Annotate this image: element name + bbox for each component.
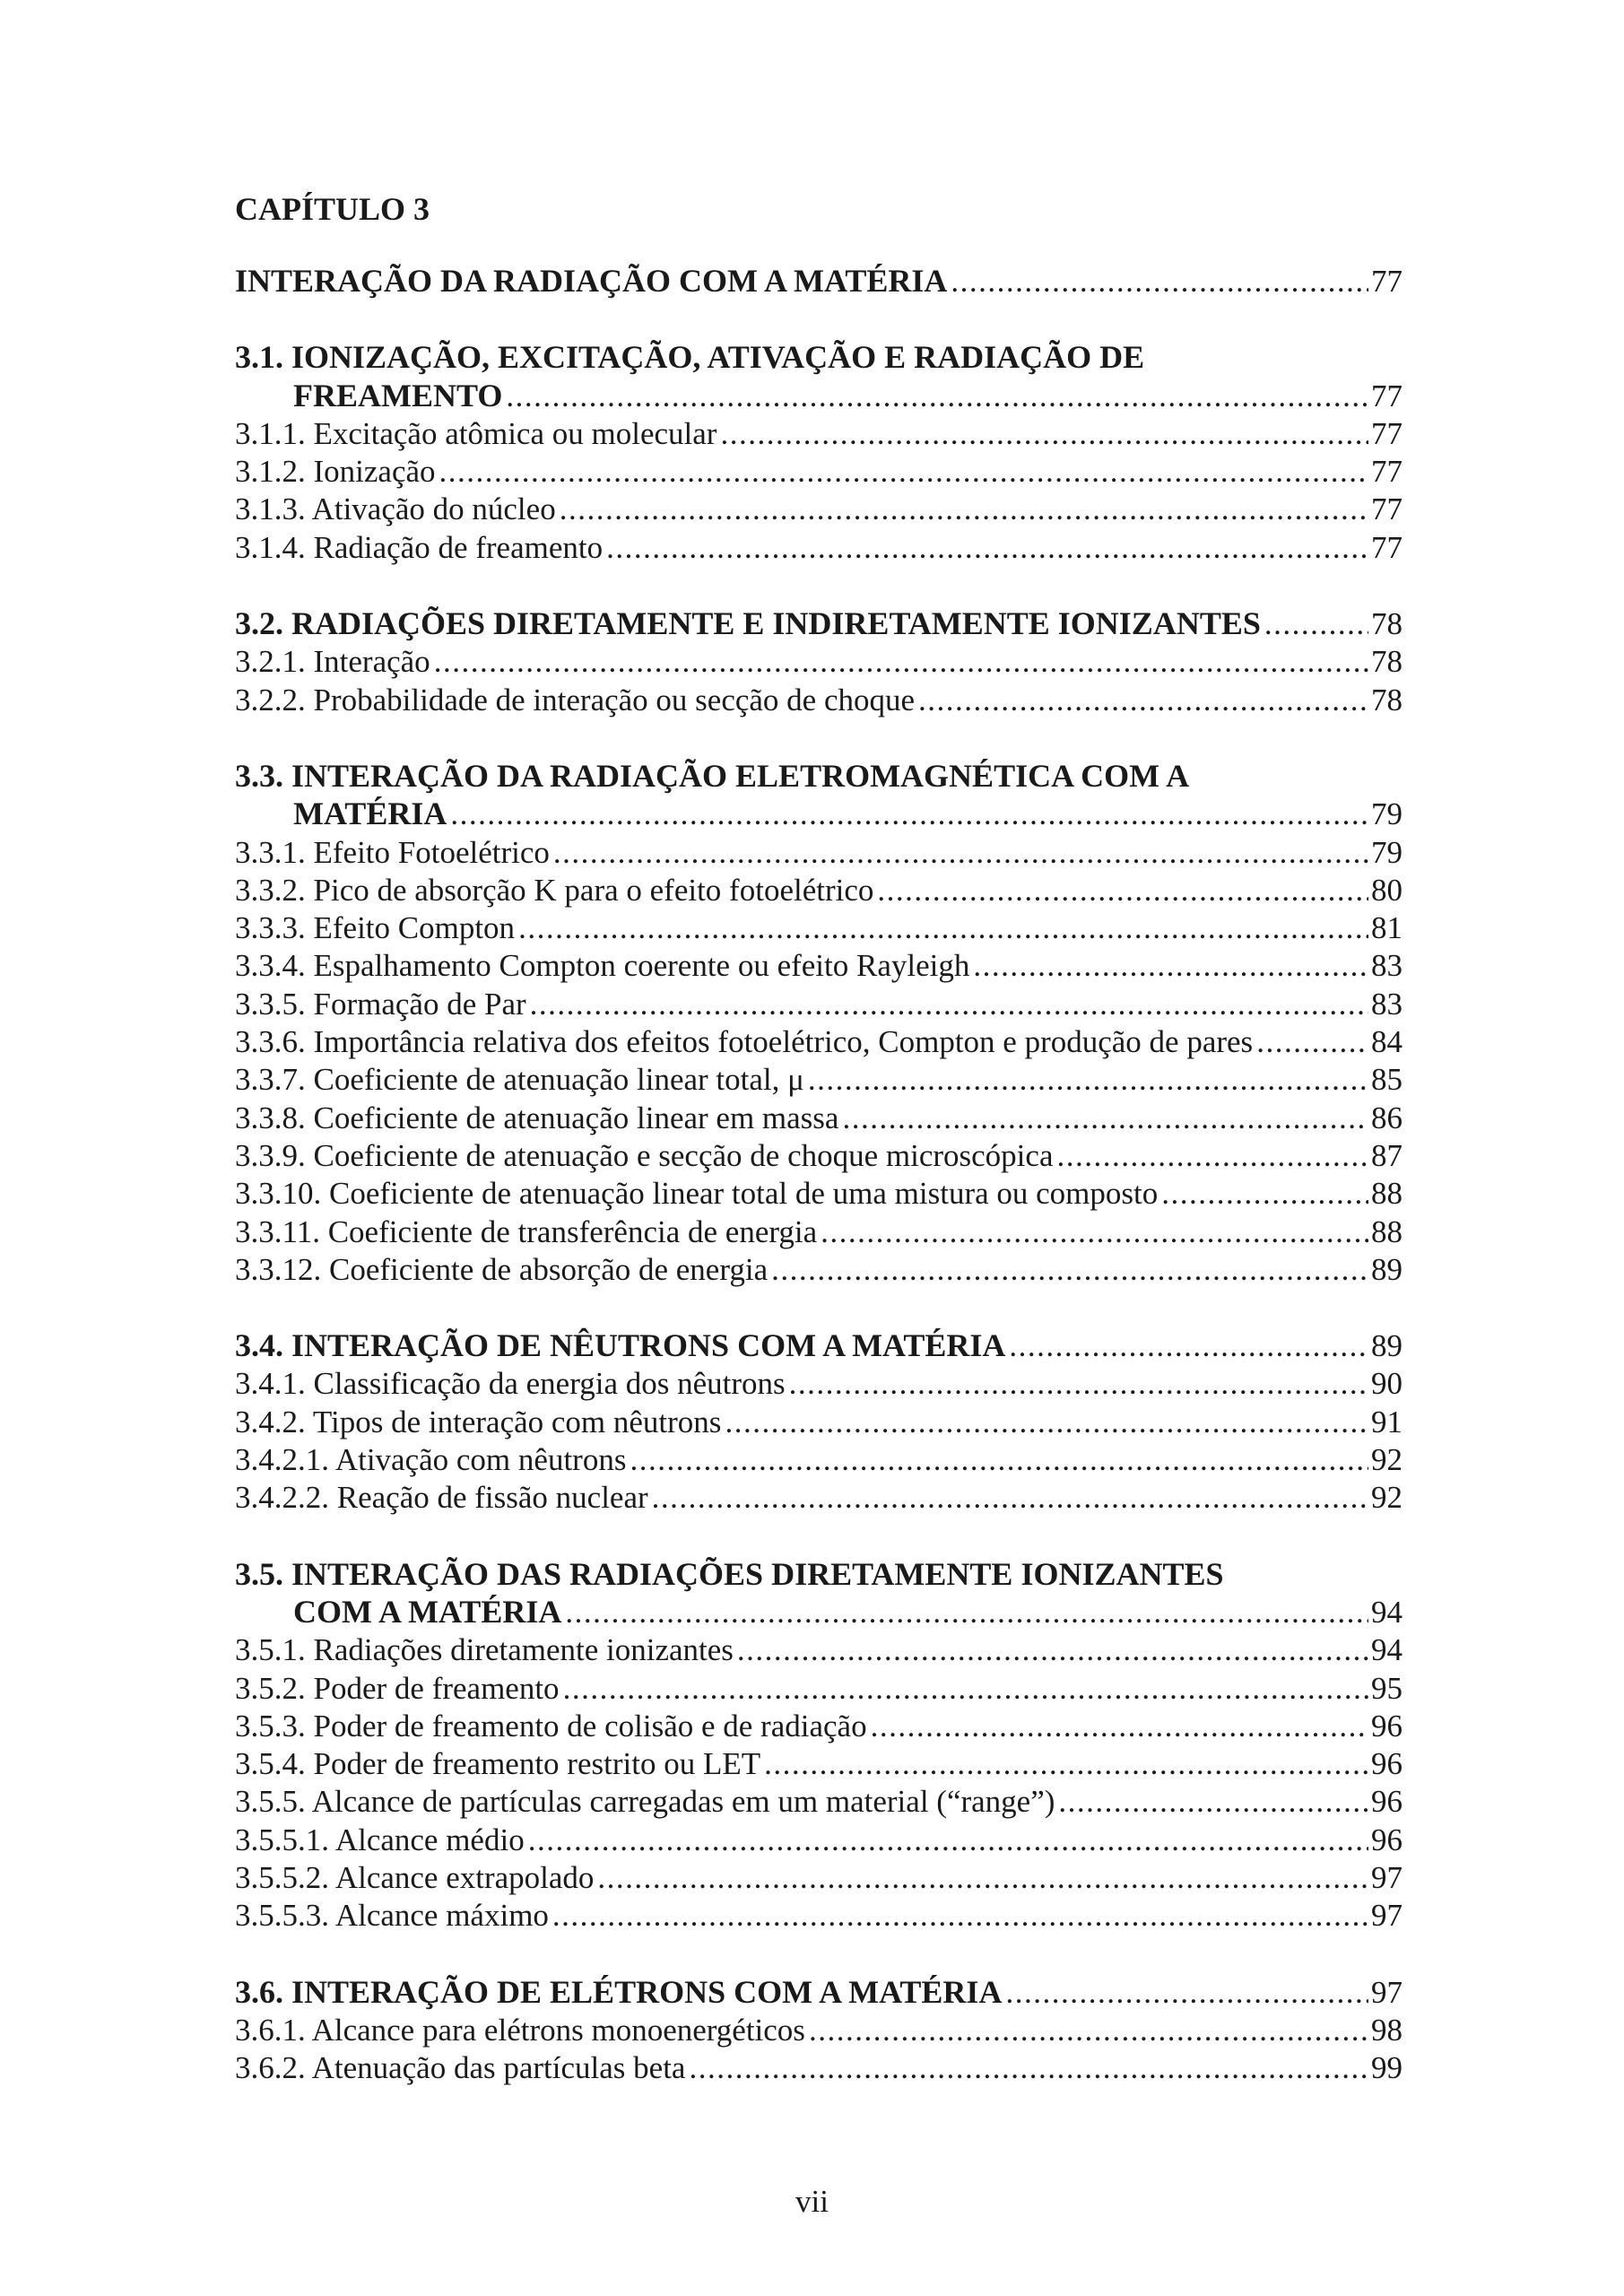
dot-leader: [434, 643, 1368, 681]
toc-entry-title: 3.5.2. Poder de freamento: [235, 1670, 560, 1706]
toc-entry-title: 3.1.4. Radiação de freamento: [235, 529, 604, 565]
toc-entry: [235, 909, 1403, 947]
toc-entry-title: 3.2. RADIAÇÕES DIRETAMENTE E INDIRETAMENTE IONIZANTES: [235, 605, 1261, 642]
toc-entry: [235, 643, 1403, 681]
dot-leader: [720, 415, 1368, 453]
toc-entry-page: 91: [1371, 1404, 1403, 1439]
dot-leader: [1056, 1137, 1368, 1175]
toc-entry-page: 94: [1371, 1632, 1403, 1668]
toc-entry-page: 89: [1371, 1328, 1403, 1364]
dot-leader: [725, 1404, 1368, 1441]
toc-entry: [235, 1023, 1403, 1061]
toc-entry-page: 92: [1371, 1442, 1403, 1478]
toc-entry-title: 3.1.1. Excitação atômica ou molecular: [235, 415, 717, 451]
toc-entries: [235, 262, 1403, 2087]
dot-leader: [877, 872, 1368, 909]
toc-entry-title: 3.2.1. Interação: [235, 644, 430, 680]
toc-entry-page: 78: [1371, 606, 1403, 642]
toc-section-heading: [235, 1326, 1403, 1365]
dot-leader: [809, 2012, 1368, 2049]
toc-entry: [235, 1783, 1403, 1821]
toc-entry-title: 3.5.3. Poder de freamento de colisão e de radiação: [235, 1708, 867, 1744]
toc-section-heading: [235, 377, 1403, 415]
toc-entry: [235, 872, 1403, 909]
toc-entry: [235, 834, 1403, 872]
toc-entry-title: 3.3.3. Efeito Compton: [235, 910, 516, 946]
toc-entry-title: 3.5.4. Poder de freamento restrito ou LET: [235, 1746, 761, 1782]
toc-entry-page: 83: [1371, 986, 1403, 1022]
toc-entry: [235, 1441, 1403, 1479]
toc-entry-page: 90: [1371, 1366, 1403, 1402]
toc-entry-title: COM A MATÉRIA: [293, 1593, 562, 1630]
toc-entry-page: 77: [1371, 264, 1403, 299]
toc-entry-page: 88: [1371, 1176, 1403, 1212]
toc-entry-page: 92: [1371, 1480, 1403, 1516]
dot-leader: [737, 1631, 1368, 1669]
toc-entry: [235, 1251, 1403, 1289]
toc-section-heading: [235, 1973, 1403, 2012]
toc-entry-page: 97: [1371, 1974, 1403, 2010]
dot-leader: [842, 1100, 1368, 1137]
toc-entry-title: 3.6.2. Atenuação das partículas beta: [235, 2050, 686, 2086]
dot-leader: [552, 1897, 1368, 1935]
toc-entry-title: 3.1.2. Ionização: [235, 454, 436, 490]
toc-entry-title: 3.3.5. Formação de Par: [235, 986, 526, 1022]
toc-entry-page: 79: [1371, 834, 1403, 870]
toc-entry: [235, 1100, 1403, 1137]
toc-entry-page: 96: [1371, 1746, 1403, 1782]
toc-entry: [235, 491, 1403, 528]
dot-leader: [821, 1213, 1368, 1251]
dot-leader: [606, 529, 1368, 567]
dot-leader: [563, 1670, 1368, 1708]
toc-entry-page: 77: [1371, 529, 1403, 565]
toc-entry: [235, 453, 1403, 491]
toc-entry-title: 3.2.2. Probabilidade de interação ou secção de choque: [235, 682, 916, 718]
toc-section-heading: [235, 1593, 1403, 1631]
toc-section-heading: [235, 757, 1403, 795]
dot-leader: [771, 1251, 1368, 1289]
toc-entry: [235, 1365, 1403, 1403]
chapter-heading: CAPÍTULO 3: [235, 191, 430, 227]
dot-leader: [518, 909, 1368, 947]
dot-leader: [918, 682, 1368, 719]
toc-entry-title: 3.6. INTERAÇÃO DE ELÉTRONS COM A MATÉRIA: [235, 1973, 1003, 2010]
toc-entry-page: 77: [1371, 491, 1403, 527]
toc-entry-page: 94: [1371, 1594, 1403, 1630]
toc-entry-title: 3.3.2. Pico de absorção K para o efeito fotoelétrico: [235, 872, 874, 908]
toc-entry: [235, 1404, 1403, 1441]
toc-entry-title: 3.3. INTERAÇÃO DA RADIAÇÃO ELETROMAGNÉTICA COM A: [235, 757, 1190, 794]
dot-leader: [764, 1745, 1368, 1783]
toc-entry-title: 3.1.3. Ativação do núcleo: [235, 491, 556, 527]
toc-entry-page: 78: [1371, 682, 1403, 718]
toc-entry-page: 83: [1371, 948, 1403, 984]
toc-entry-page: 97: [1371, 1859, 1403, 1895]
dot-leader: [1005, 1974, 1368, 2012]
toc-entry-page: 79: [1371, 796, 1403, 832]
toc-entry: [235, 947, 1403, 985]
toc-entry: [235, 682, 1403, 719]
toc-entry-page: 98: [1371, 2012, 1403, 2048]
dot-leader: [553, 834, 1368, 872]
toc-entry: [235, 1061, 1403, 1099]
dot-leader: [530, 986, 1368, 1023]
toc-entry-title: 3.5.5.1. Alcance médio: [235, 1822, 525, 1857]
toc-entry-title: 3.4. INTERAÇÃO DE NÊUTRONS COM A MATÉRIA: [235, 1327, 1006, 1364]
toc-entry-title: 3.3.9. Coeficiente de atenuação e secção de choque microscópica: [235, 1137, 1054, 1173]
page-number: vii: [795, 2184, 829, 2219]
toc-entry-title: 3.5.5. Alcance de partículas carregadas em um material (“range”): [235, 1784, 1055, 1820]
dot-leader: [951, 263, 1368, 300]
toc-entry-title: 3.5. INTERAÇÃO DAS RADIAÇÕES DIRETAMENTE IONIZANTES: [235, 1555, 1224, 1592]
toc-entry-title: INTERAÇÃO DA RADIAÇÃO COM A MATÉRIA: [235, 263, 948, 299]
toc-section-heading: [235, 262, 1403, 300]
toc-entry-page: 84: [1371, 1024, 1403, 1060]
toc-entry-title: 3.4.1. Classificação da energia dos nêutrons: [235, 1366, 786, 1402]
toc-entry-page: 87: [1371, 1137, 1403, 1173]
toc-entry: [235, 1213, 1403, 1251]
toc-entry-title: 3.1. IONIZAÇÃO, EXCITAÇÃO, ATIVAÇÃO E RADIAÇÃO DE: [235, 339, 1145, 376]
dot-leader: [1256, 1023, 1368, 1061]
toc-entry-title: 3.6.1. Alcance para elétrons monoenergéticos: [235, 2012, 805, 2048]
toc-entry-page: 89: [1371, 1251, 1403, 1287]
toc-entry-page: 81: [1371, 910, 1403, 946]
toc-section-heading: [235, 1555, 1403, 1593]
dot-leader: [560, 491, 1368, 528]
toc-entry-title: 3.3.4. Espalhamento Compton coerente ou efeito Rayleigh: [235, 948, 970, 984]
toc-entry: [235, 1631, 1403, 1669]
toc-entry-page: 85: [1371, 1062, 1403, 1098]
toc-entry-page: 95: [1371, 1670, 1403, 1706]
toc-entry-page: 77: [1371, 454, 1403, 490]
dot-leader: [630, 1441, 1368, 1479]
toc-entry: [235, 1822, 1403, 1859]
dot-leader: [439, 453, 1368, 491]
dot-leader: [1161, 1175, 1368, 1213]
toc-entry-page: 77: [1371, 378, 1403, 413]
dot-leader: [1009, 1327, 1368, 1365]
toc-entry-page: 77: [1371, 415, 1403, 451]
dot-leader: [973, 947, 1368, 985]
toc-entry-page: 86: [1371, 1100, 1403, 1135]
dot-leader: [1058, 1783, 1368, 1821]
toc-entry-title: 3.3.11. Coeficiente de transferência de energia: [235, 1213, 818, 1249]
dot-leader: [689, 2049, 1368, 2087]
dot-leader: [1264, 605, 1368, 643]
dot-leader: [808, 1061, 1368, 1099]
toc-entry-title: MATÉRIA: [293, 796, 447, 832]
toc-entry: [235, 1897, 1403, 1935]
toc-entry-title: 3.3.10. Coeficiente de atenuação linear total de uma mistura ou composto: [235, 1176, 1159, 1212]
toc-entry-title: 3.4.2.1. Ativação com nêutrons: [235, 1442, 627, 1478]
dot-leader: [871, 1708, 1368, 1745]
toc-entry-page: 88: [1371, 1213, 1403, 1249]
toc-entry: [235, 415, 1403, 453]
toc-entry-title: 3.3.1. Efeito Fotoelétrico: [235, 834, 550, 870]
table-of-contents: [235, 187, 1403, 2087]
toc-entry-page: 97: [1371, 1898, 1403, 1934]
dot-leader: [789, 1365, 1368, 1403]
toc-entry: [235, 1479, 1403, 1517]
toc-entry-page: 96: [1371, 1784, 1403, 1820]
toc-entry-title: 3.3.12. Coeficiente de absorção de energia: [235, 1251, 769, 1287]
toc-entry-title: 3.3.8. Coeficiente de atenuação linear em massa: [235, 1100, 839, 1135]
toc-entry: [235, 1859, 1403, 1897]
toc-entry: [235, 1745, 1403, 1783]
toc-entry: [235, 1175, 1403, 1213]
toc-entry-title: 3.3.7. Coeficiente de atenuação linear total, μ: [235, 1062, 804, 1098]
toc-entry-page: 96: [1371, 1822, 1403, 1857]
toc-section-heading: [235, 604, 1403, 643]
toc-section-heading: [235, 338, 1403, 376]
toc-entry: [235, 1137, 1403, 1175]
dot-leader: [450, 796, 1368, 833]
toc-entry: [235, 2012, 1403, 2049]
toc-entry: [235, 2049, 1403, 2087]
dot-leader: [652, 1479, 1368, 1517]
toc-entry: [235, 529, 1403, 567]
toc-entry-title: FREAMENTO: [293, 377, 503, 413]
toc-entry-page: 78: [1371, 644, 1403, 680]
toc-entry-title: 3.5.5.2. Alcance extrapolado: [235, 1859, 595, 1895]
dot-leader: [597, 1859, 1368, 1897]
toc-entry-page: 99: [1371, 2050, 1403, 2086]
toc-entry: [235, 1670, 1403, 1708]
toc-entry-title: 3.5.5.3. Alcance máximo: [235, 1898, 549, 1934]
toc-entry-page: 96: [1371, 1708, 1403, 1744]
toc-entry-title: 3.5.1. Radiações diretamente ionizantes: [235, 1632, 734, 1668]
toc-entry-page: 80: [1371, 872, 1403, 908]
toc-entry-title: 3.4.2.2. Reação de fissão nuclear: [235, 1480, 648, 1516]
toc-entry: [235, 1708, 1403, 1745]
toc-entry: [235, 986, 1403, 1023]
dot-leader: [506, 378, 1368, 415]
dot-leader: [528, 1822, 1368, 1859]
toc-section-heading: [235, 795, 1403, 833]
dot-leader: [565, 1594, 1368, 1631]
toc-entry-title: 3.4.2. Tipos de interação com nêutrons: [235, 1404, 722, 1439]
toc-entry-title: 3.3.6. Importância relativa dos efeitos fotoelétrico, Compton e produção de pares: [235, 1024, 1254, 1060]
